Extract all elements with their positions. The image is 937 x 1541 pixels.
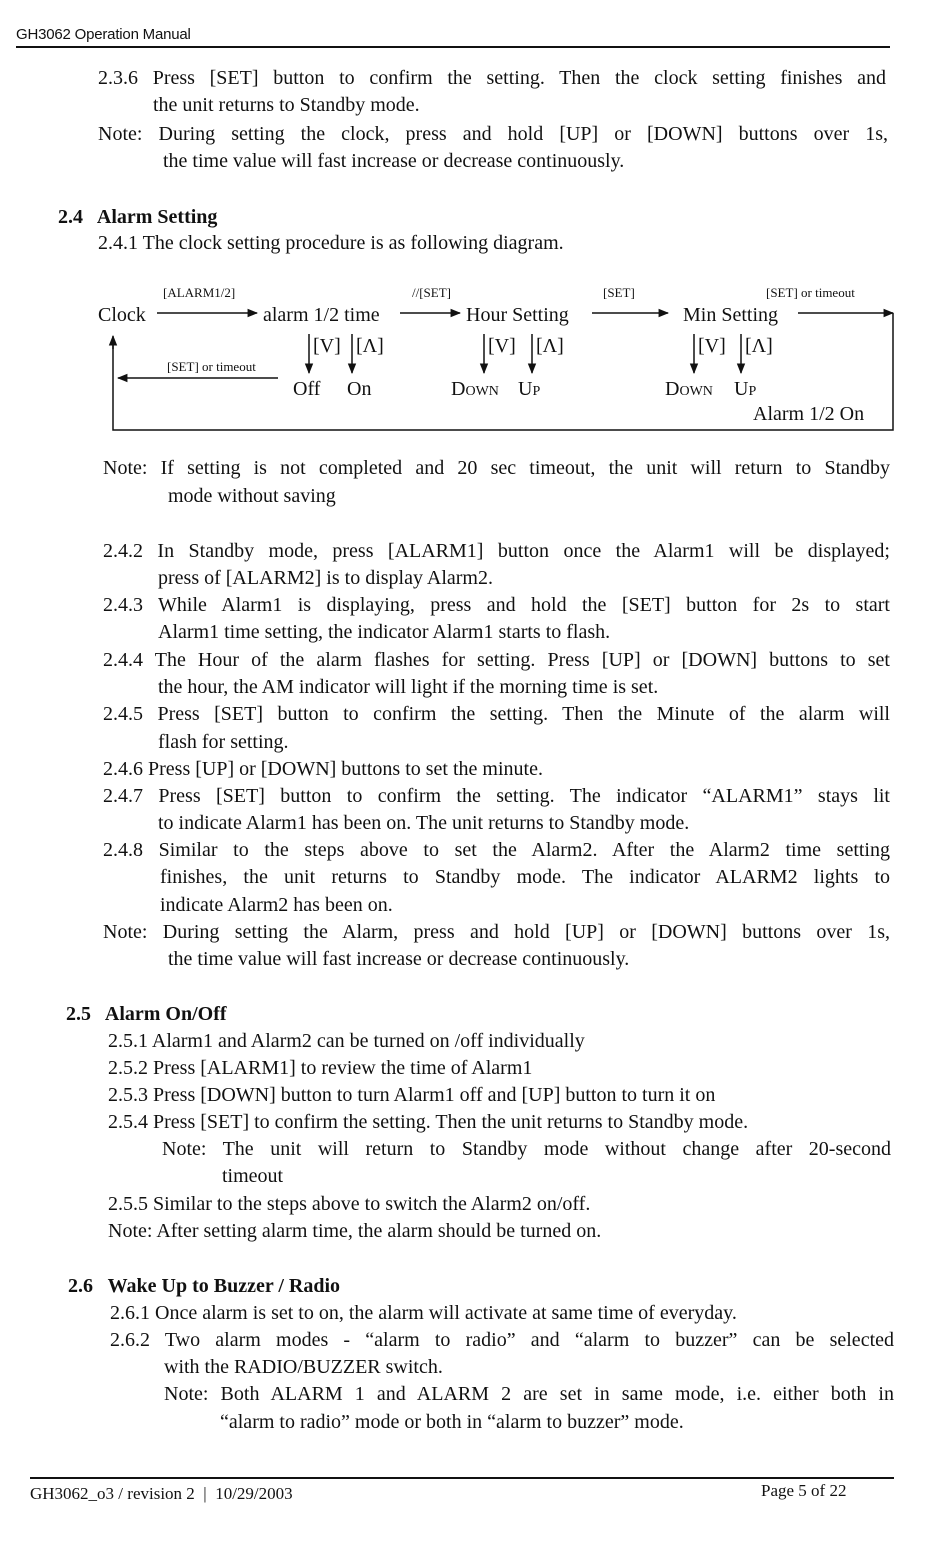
- step-2-4-7-line2: to indicate Alarm1 has been on. The unit returns to Standby mode.: [158, 812, 690, 834]
- label-alarm12: [ALARM1/2]: [163, 285, 236, 300]
- result-alarm-on: Alarm 1/2 On: [753, 403, 865, 425]
- section-2-4-heading: 2.4 Alarm Setting: [58, 206, 218, 228]
- step-2-4-7-line1: 2.4.7 Press [SET] button to confirm the setting. The indicator “ALARM1” stays lit: [103, 785, 890, 807]
- step-2-6-2-line2: with the RADIO/BUZZER switch.: [164, 1356, 443, 1378]
- key-v-2: [V]: [488, 335, 516, 357]
- step-2-6-1: 2.6.1 Once alarm is set to on, the alarm will activate at same time of everyday.: [110, 1302, 737, 1324]
- note-clock-line2: the time value will fast increase or decrease continuously.: [163, 150, 625, 172]
- step-2-5-4: 2.5.4 Press [SET] to confirm the setting. Then the unit returns to Standby mode.: [108, 1111, 749, 1133]
- key-v-3: [V]: [698, 335, 726, 357]
- section-2-5-heading: 2.5 Alarm On/Off: [66, 1003, 227, 1025]
- result-hour-up: [518, 379, 540, 399]
- step-2-6-2-line1: 2.6.2 Two alarm modes - “alarm to radio” and “alarm to buzzer” can be selected: [110, 1329, 894, 1351]
- note-clock-line1: Note: During setting the clock, press and hold [UP] or [DOWN] buttons over 1s,: [98, 123, 888, 145]
- node-alarm-time: alarm 1/2 time: [263, 304, 380, 326]
- footer-doc-info: GH3062_o3 / revision 2 | 10/29/2003: [30, 1484, 293, 1503]
- result-on: On: [347, 378, 372, 400]
- step-2-4-8-line3: indicate Alarm2 has been on.: [160, 894, 393, 916]
- step-2-5-1: 2.5.1 Alarm1 and Alarm2 can be turned on /off individually: [108, 1030, 585, 1052]
- step-2-5-3: 2.5.3 Press [DOWN] button to turn Alarm1 off and [UP] button to turn it on: [108, 1084, 716, 1106]
- step-2-4-8-line1: 2.4.8 Similar to the steps above to set the Alarm2. After the Alarm2 time setting: [103, 839, 890, 861]
- step-2-4-4-line2: the hour, the AM indicator will light if the morning time is set.: [158, 676, 659, 698]
- note-2-6-2-line1: Note: Both ALARM 1 and ALARM 2 are set in same mode, i.e. either both in: [164, 1383, 894, 1405]
- min-up-initial: U: [734, 378, 749, 400]
- note-2-6-2-line2: “alarm to radio” mode or both in “alarm to buzzer” mode.: [220, 1411, 684, 1433]
- step-2-3-6-line2: the unit returns to Standby mode.: [153, 94, 420, 116]
- hour-down-initial: D: [451, 378, 466, 400]
- step-2-4-4-line1: 2.4.4 The Hour of the alarm flashes for setting. Press [UP] or [DOWN] buttons to set: [103, 649, 890, 671]
- note-timeout-line1: Note: If setting is not completed and 20 sec timeout, the unit will return to Standby: [103, 457, 890, 479]
- hour-up-rest: P: [532, 384, 541, 399]
- note-2-5-4-line1: Note: The unit will return to Standby mode without change after 20-second: [162, 1138, 891, 1160]
- step-2-4-6: 2.4.6 Press [UP] or [DOWN] buttons to set the minute.: [103, 758, 543, 780]
- label-set-2: [SET]: [603, 285, 635, 300]
- label-set-timeout-top: [SET] or timeout: [766, 285, 855, 300]
- footer-page-number: Page 5 of 22: [761, 1481, 847, 1500]
- step-2-4-5-line2: flash for setting.: [158, 731, 289, 753]
- step-2-4-2-line1: 2.4.2 In Standby mode, press [ALARM1] button once the Alarm1 will be displayed;: [103, 540, 890, 562]
- key-up-3: [Λ]: [745, 335, 773, 357]
- key-up-2: [Λ]: [536, 335, 564, 357]
- step-2-5-2: 2.5.2 Press [ALARM1] to review the time of Alarm1: [108, 1057, 533, 1079]
- hour-down-rest: OWN: [465, 384, 499, 399]
- footer-rule: [30, 1477, 894, 1479]
- result-hour-down: [451, 379, 499, 399]
- min-down-rest: OWN: [679, 384, 713, 399]
- label-set-1: //[SET]: [412, 285, 451, 300]
- result-min-down: [665, 379, 713, 399]
- hour-up-initial: U: [518, 378, 533, 400]
- min-down-initial: D: [665, 378, 680, 400]
- label-set-timeout-back: [SET] or timeout: [167, 359, 256, 374]
- node-clock: Clock: [98, 304, 146, 326]
- step-2-4-2-line2: press of [ALARM2] is to display Alarm2.: [158, 567, 493, 589]
- step-2-4-1: 2.4.1 The clock setting procedure is as following diagram.: [98, 232, 564, 254]
- step-2-4-5-line1: 2.4.5 Press [SET] button to confirm the setting. Then the Minute of the alarm will: [103, 703, 890, 725]
- step-2-3-6-line1: 2.3.6 Press [SET] button to confirm the setting. Then the clock setting finishes and: [98, 67, 886, 89]
- min-up-rest: P: [748, 384, 757, 399]
- note-alarm-line1: Note: During setting the Alarm, press and hold [UP] or [DOWN] buttons over 1s,: [103, 921, 890, 943]
- node-hour-setting: Hour Setting: [466, 304, 569, 326]
- step-2-4-8-line2: finishes, the unit returns to Standby mode. The indicator ALARM2 lights to: [160, 866, 890, 888]
- key-v-1: [V]: [313, 335, 341, 357]
- note-2-5-4-line2: timeout: [222, 1165, 284, 1187]
- section-2-6-heading: 2.6 Wake Up to Buzzer / Radio: [68, 1275, 341, 1297]
- result-off: Off: [293, 378, 321, 400]
- step-2-4-3-line2: Alarm1 time setting, the indicator Alarm1 starts to flash.: [158, 621, 611, 643]
- note-alarm-line2: the time value will fast increase or decrease continuously.: [168, 948, 630, 970]
- node-min-setting: Min Setting: [683, 304, 779, 326]
- header-title: GH3062 Operation Manual: [16, 26, 191, 43]
- note-2-5: Note: After setting alarm time, the alarm should be turned on.: [108, 1220, 602, 1242]
- result-min-up: [734, 379, 756, 399]
- key-up-1: [Λ]: [356, 335, 384, 357]
- step-2-4-3-line1: 2.4.3 While Alarm1 is displaying, press and hold the [SET] button for 2s to start: [103, 594, 890, 616]
- note-timeout-line2: mode without saving: [168, 485, 336, 507]
- step-2-5-5: 2.5.5 Similar to the steps above to switch the Alarm2 on/off.: [108, 1193, 591, 1215]
